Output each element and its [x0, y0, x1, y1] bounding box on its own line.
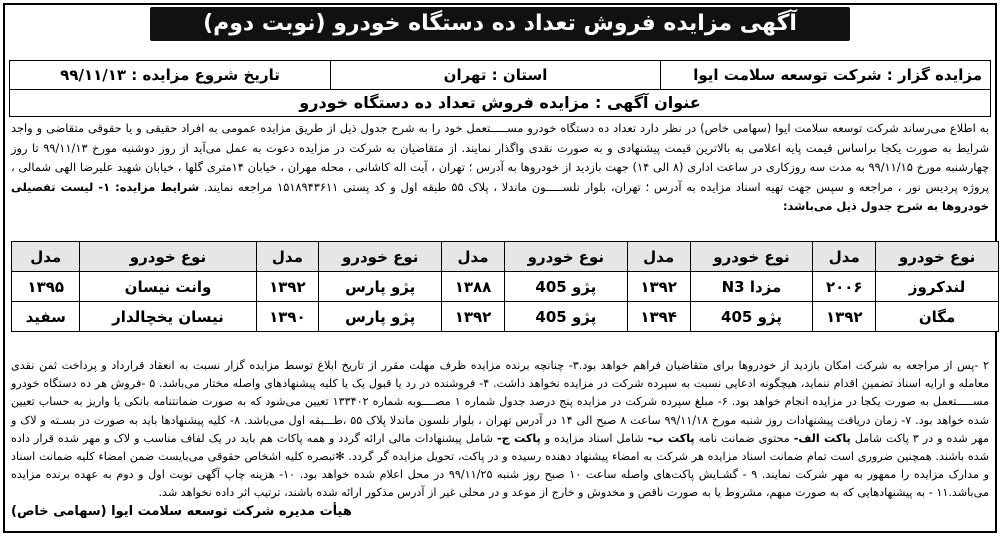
terms-text-4: شامل پیشنهادات مالی ارائه گردد و همه پاکات هم باید در یک لفاف مناسب و لاک و مهر شده قرار داده شده باشند. همچنین ضروری است تمام ضمانت اسناد مزایده هر شرکت به امضاء پیشنهاد دهنده رسیده و در پاکت، تحویل مزایده گر گردد. ✻تبصره کلیه اشخاص حقوقی می‌بایست ضمن امضاء کلیه ضمانت اسناد و مدارک مزایده را ممهور به مهر شرکت نمایند. ۹ - گشـایش پاکت‌های واصله ساعت ۱۰ صبح روز شنبه ۹۹/۱۱/۲۵ در محل اعلام شده خواهد بود. ۱۰- هزینه چاپ آگهی نوبت اول و دوم به عهده برنده مزایده می‌باشد.۱۱ - به پیشنهادهایی که به صورت مبهم، مشروط یا به صورت ناقص و مخدوش و خارج از موعد و در محلی غیر از آدرس مذکور ارائه شده باشند، ترتیب اثر داده نخواهد شد.: [11, 431, 990, 500]
model-cell: ۱۳۹۲: [442, 302, 505, 332]
terms-text-3: شامل اسناد مزایده و: [540, 431, 644, 445]
intro-text: به اطلاع می‌رساند شرکت توسعه سلامت ایوا (سهامی خاص) در نظر دارد تعداد ده دستگاه خودرو مســـــتعمل خود را به شرح جدول ذیل از طریق مزایده عمومی به افراد حقیقی و یا حقوقی متقاضی و واجد شرایط به صورت یکجا براساس قیمت پایه اعلامی به بالاترین قیمت پیشنهادی و به صورت نقدی واگذار نمایند. از متقاضیان به شرکت در مزایده دعوت به عمل می‌آید از روز دوشنبه مورخ ۹۹/۱۱/۱۳ تا روز چهارشنبه مورخ ۹۹/۱۱/۱۵ به مدت سه روزکاری در ساعت اداری (۸ الی ۱۴) جهت بازدید از خودروها به آدرس ؛ تهران ، آیت اله کاشانی ، محله مهران ، خیابان ۱۴متری گلها ، خیابان شهید علیرضا الهی شمالی ، پروژه پردیس نور ، مراجعه و سپس جهت تهیه اسناد مزایده به آدرس ؛ تهران، بلوار نلســـــون ماندلا ، پلاک ۵۵ طبقه اول و کد پستی ۱۵۱۸۹۴۳۶۱۱ مراجعه نمایند.: [11, 121, 990, 194]
header-model: مدل: [256, 242, 319, 272]
vehicle-type-cell: مگان: [876, 302, 999, 332]
model-cell: ۱۳۹۴: [627, 302, 690, 332]
board-signature: هیأت مدیره شرکت توسعه سلامت ایوا (سهامی خاص): [11, 503, 352, 519]
auction-notice: [3, 3, 997, 533]
vehicle-type-cell: مزدا N3: [690, 272, 813, 302]
info-row: [9, 60, 991, 90]
model-cell: ۱۳۹۲: [627, 272, 690, 302]
model-cell: ۱۳۹۰: [256, 302, 319, 332]
table-header-row: [12, 242, 999, 272]
terms-text-1: ۲ -پس از مراجعه به شرکت امکان بازدید از خودروها برای متقاضیان فراهم خواهد بود.۳- چنانچه برنده مزایده ظرف مهلت مقرر از تاریخ ابلاغ توسط مزایده گزار نسبت به انعقاد قرارداد و پرداخت ثمن نقدی معامله و ارایه اسناد تضمین اقدام ننماید، هیچگونه ادعایی نسبت به سپرده شرکت در مزایده نخواهد داشت. ۴- فروشنده در رد یا قبول یک یا کلیه پیشنهادهای واصله مختار می‌باشد. ۵ -فروش هر ده دستگاه خودرو مســـــتعمل به صورت یکجا در مزایده انجام خواهد بود. ۶- مبلغ سپرده شرکت در مزایده پنج درصد جدول شماره ۱ مصــــوبه شماره ۱۳۳۴۰۲ تعیین می‌شود که به صورت ضمانتنامه بانکی یا واریز به حساب تعیین شده خواهد بود. ۷- زمان دریافت پیشنهادات روز شنبه مورخ ۹۹/۱۱/۱۸ ساعت ۸ صبح الی ۱۴ در آدرس تهران ، بلوار نلسون ماندلا پلاک ۵۵ ،طـــبقه اول می‌باشد. ۸- کلیه پیشنهادها باید به صورت در بسـته و لاک و مهر شده و در ۳ پاکت شامل: [11, 359, 990, 445]
vehicle-type-cell: پژو 405: [504, 302, 627, 332]
header-vehicle-type: نوع خودرو: [80, 242, 256, 272]
header-vehicle-type: نوع خودرو: [876, 242, 999, 272]
header-model: مدل: [12, 242, 80, 272]
header-model: مدل: [813, 242, 876, 272]
header-model: مدل: [627, 242, 690, 272]
header-model: مدل: [442, 242, 505, 272]
vehicle-type-cell: پژو 405: [504, 272, 627, 302]
model-cell: ۲۰۰۶: [813, 272, 876, 302]
terms-text-2: محتوی ضمانت نامه: [694, 431, 790, 445]
header-vehicle-type: نوع خودرو: [690, 242, 813, 272]
model-cell: ۱۳۹۲: [256, 272, 319, 302]
model-cell: سفید: [12, 302, 80, 332]
terms-paragraph: [11, 357, 989, 521]
province-label: استان : تهران: [330, 61, 660, 89]
vehicle-type-cell: لندکروز: [876, 272, 999, 302]
packet-a-label: پاکت الف-: [793, 431, 851, 445]
conditions-heading: شرایط مزایده: ۱- لیست تفصیلی خودروها به شرح جدول ذیل می‌باشد:: [11, 179, 989, 214]
vehicle-type-cell: پژو 405: [690, 302, 813, 332]
vehicle-type-cell: وانت نیسان: [80, 272, 256, 302]
model-cell: ۱۳۹۵: [12, 272, 80, 302]
start-date-label: تاریخ شروع مزایده : ۹۹/۱۱/۱۳: [60, 66, 280, 84]
model-cell: ۱۳۸۸: [442, 272, 505, 302]
header-vehicle-type: نوع خودرو: [319, 242, 442, 272]
model-cell: ۱۳۹۲: [813, 302, 876, 332]
vehicles-table: [11, 241, 999, 332]
notice-subject: عنوان آگهی : مزایده فروش تعداد ده دستگاه خودرو: [9, 90, 991, 117]
intro-paragraph: [11, 119, 989, 217]
packet-b-label: پاکت ب-: [647, 431, 695, 445]
vehicle-type-cell: پژو پارس: [319, 272, 442, 302]
vehicle-type-cell: نیسان یخچالدار: [80, 302, 256, 332]
table-row: [12, 272, 999, 302]
auctioneer-label: مزایده گزار : شرکت توسعه سلامت ایوا: [660, 61, 990, 89]
table-row: [12, 302, 999, 332]
header-vehicle-type: نوع خودرو: [504, 242, 627, 272]
vehicle-type-cell: پژو پارس: [319, 302, 442, 332]
notice-title: آگهی مزایده فروش تعداد ده دستگاه خودرو (نوبت دوم): [150, 7, 850, 41]
packet-c-label: پاکت ج-: [496, 431, 541, 445]
